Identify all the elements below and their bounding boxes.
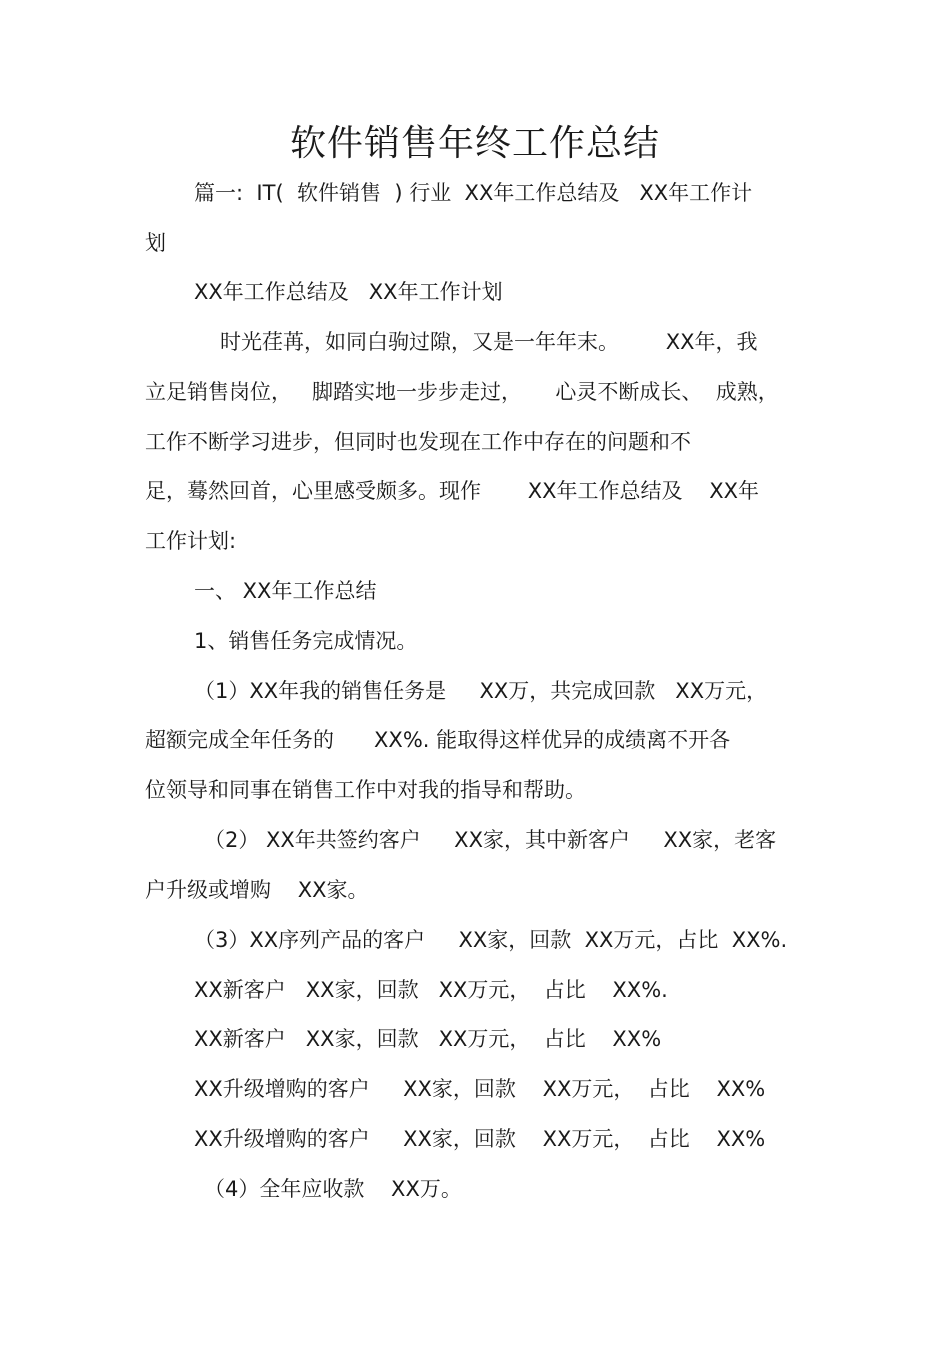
paragraph-line: 时光荏苒，如同白驹过隙，又是一年年末。 XX年，我 — [220, 330, 758, 354]
paragraph-line: XX新客户 XX家，回款 XX万元， 占比 XX% — [194, 1027, 662, 1051]
paragraph-line: （2） XX年共签约客户 XX家，其中新客户 XX家，老客 — [204, 828, 777, 852]
section-heading: 一、 XX年工作总结 — [194, 579, 377, 603]
paragraph-line: XX升级增购的客户 XX家，回款 XX万元， 占比 XX% — [194, 1127, 766, 1151]
paragraph-line: （1）XX年我的销售任务是 XX万，共完成回款 XX万元， — [194, 679, 768, 703]
paragraph-line: 划 — [145, 231, 166, 255]
paragraph-line: 户升级或增购 XX家。 — [145, 878, 369, 902]
section-heading: XX年工作总结及 XX年工作计划 — [194, 280, 503, 304]
paragraph-line: （3）XX序列产品的客户 XX家，回款 XX万元，占比 XX%. — [194, 928, 788, 952]
paragraph-line: 工作计划: — [145, 529, 237, 553]
paragraph-line: 工作不断学习进步，但同时也发现在工作中存在的问题和不 — [145, 430, 691, 454]
document-title: 软件销售年终工作总结 — [289, 123, 660, 164]
paragraph-line: 超额完成全年任务的 XX%. 能取得这样优异的成绩离不开各 — [145, 728, 731, 752]
paragraph-line: （4）全年应收款 XX万。 — [204, 1177, 462, 1201]
subsection-heading: 1、销售任务完成情况。 — [194, 629, 418, 653]
paragraph-line: XX升级增购的客户 XX家，回款 XX万元， 占比 XX% — [194, 1077, 766, 1101]
paragraph-line: 篇一: IT( 软件销售 ) 行业 XX年工作总结及 XX年工作计 — [194, 181, 753, 205]
paragraph-line: 位领导和同事在销售工作中对我的指导和帮助。 — [145, 778, 586, 802]
paragraph-line: 立足销售岗位， 脚踏实地一步步走过， 心灵不断成长、 成熟， — [145, 380, 779, 404]
paragraph-line: XX新客户 XX家，回款 XX万元， 占比 XX%. — [194, 978, 668, 1002]
paragraph-line: 足，蓦然回首，心里感受颇多。现作 XX年工作总结及 XX年 — [145, 479, 759, 503]
